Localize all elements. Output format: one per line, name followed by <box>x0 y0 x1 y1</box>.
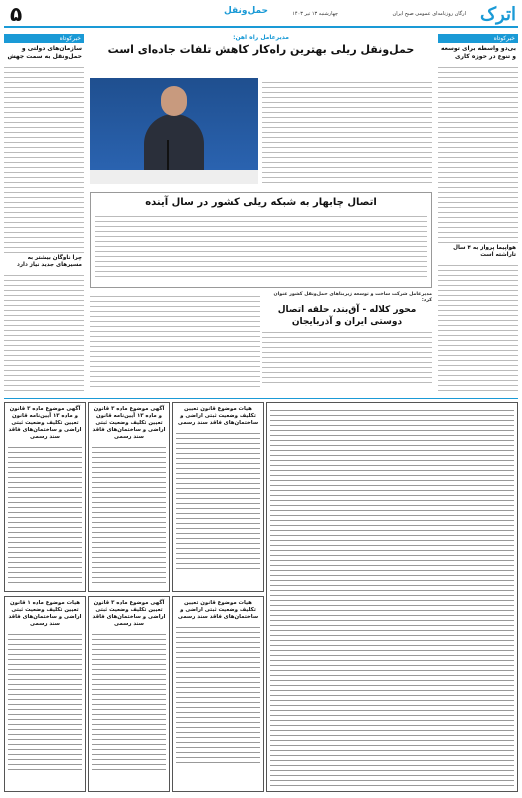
ad-row1-col1 <box>4 402 86 592</box>
ad-title: آگهی موضوع ماده ۳ قانون تعیین تکلیف وضعیت ثبتی اراضی و ساختمان‌های فاقد سند رسمی <box>92 600 166 627</box>
official-photo <box>90 78 258 184</box>
right-subheadline: هواپیما پرواز به ۴ سال تاراشته است <box>453 245 516 258</box>
main-story-area <box>90 34 432 394</box>
left-body-text-2 <box>4 271 84 394</box>
section-divider <box>4 398 518 399</box>
ad-title: آگهی موضوع ماده ۳ قانون و ماده ۱۳ آیین‌نامه قانون تعیین تکلیف وضعیت ثبتی اراضی و ساختمان‌های فاقد سند رسمی <box>8 406 82 440</box>
ad-body <box>176 429 260 569</box>
ad-row2-col3 <box>172 596 264 792</box>
ad-body <box>8 630 82 770</box>
left-box-title: خبرکوتاه <box>4 34 84 43</box>
ad-body <box>176 623 260 763</box>
left-body-text <box>4 63 84 253</box>
second-headline: اتصال چابهار به شبکه ریلی کشور در سال آینده <box>145 197 377 208</box>
ad-row2-col2 <box>88 596 170 792</box>
header-date: چهارشنبه ۱۳ تیر ۱۴۰۳ <box>292 11 338 17</box>
ad-title: هیات موضوع ماده ۱ قانون تعیین تکلیف وضعیت ثبتی اراضی و ساختمان‌های فاقد سند رسمی <box>8 600 82 627</box>
third-body-text <box>262 328 432 386</box>
third-kicker: مدیرعامل شرکت ساخت و توسعه زیربناهای حمل‌ونقل کشور عنوان کرد: <box>273 292 432 303</box>
left-column <box>4 34 84 394</box>
page-number: ۵ <box>10 2 23 26</box>
third-story <box>262 292 432 386</box>
page-header <box>4 4 518 28</box>
right-column <box>438 34 518 394</box>
long-notice-text <box>270 406 514 786</box>
third-side-text <box>90 292 260 388</box>
ad-row1-col2 <box>88 402 170 592</box>
ad-row1-col3 <box>172 402 264 592</box>
left-headline: سازمان‌های دولتی و حمل‌ونقل به سمت جهش <box>7 45 82 60</box>
second-body-text <box>95 212 427 280</box>
ad-body <box>8 443 82 583</box>
third-headline-line2: دوستی ایران و آذربایجان <box>291 317 403 327</box>
desk-shape <box>90 170 258 184</box>
ad-body <box>92 630 166 770</box>
ad-title: آگهی موضوع ماده ۳ قانون و ماده ۱۳ آیین‌نامه قانون تعیین تکلیف وضعیت ثبتی اراضی و ساختمان‌های فاقد سند رسمی <box>92 406 166 440</box>
left-subhead: چرا ناوگان بیشتر به مسیرهای جدید نیاز دارد <box>16 255 82 268</box>
right-box-title: خبرکوتاه <box>438 34 518 43</box>
main-body-text <box>262 78 432 184</box>
main-headline: حمل‌ونقل ریلی بهترین راه‌کار کاهش تلفات جاده‌ای است <box>107 43 415 56</box>
right-body-text <box>438 63 518 243</box>
header-subtitle: ارگان روزنامه‌ای عمومی صبح ایران <box>392 11 466 17</box>
ad-title: هیات موضوع قانون تعیین تکلیف وضعیت ثبتی اراضی و ساختمان‌های فاقد سند رسمی <box>177 406 259 426</box>
right-headline: بی‌دو واسطه برای توسعه و تنوع در حوزه کاری <box>440 45 516 60</box>
second-story-frame <box>90 192 432 288</box>
long-notice <box>266 402 518 792</box>
main-kicker: مدیرعامل راه آهن: <box>233 34 289 41</box>
right-body-text-2 <box>438 261 518 394</box>
microphone-shape <box>167 140 169 170</box>
section-label: حمل‌ونقل <box>224 6 269 16</box>
person-head-shape <box>161 86 187 116</box>
ad-body <box>92 443 166 583</box>
third-headline-line1: محور کلاله - آق‌بند، حلقه اتصال <box>277 305 417 315</box>
newspaper-logo: اترک <box>479 4 516 25</box>
ad-row2-col1 <box>4 596 86 792</box>
ad-title: هیات موضوع قانون تعیین تکلیف وضعیت ثبتی اراضی و ساختمان‌های فاقد سند رسمی <box>177 600 259 620</box>
